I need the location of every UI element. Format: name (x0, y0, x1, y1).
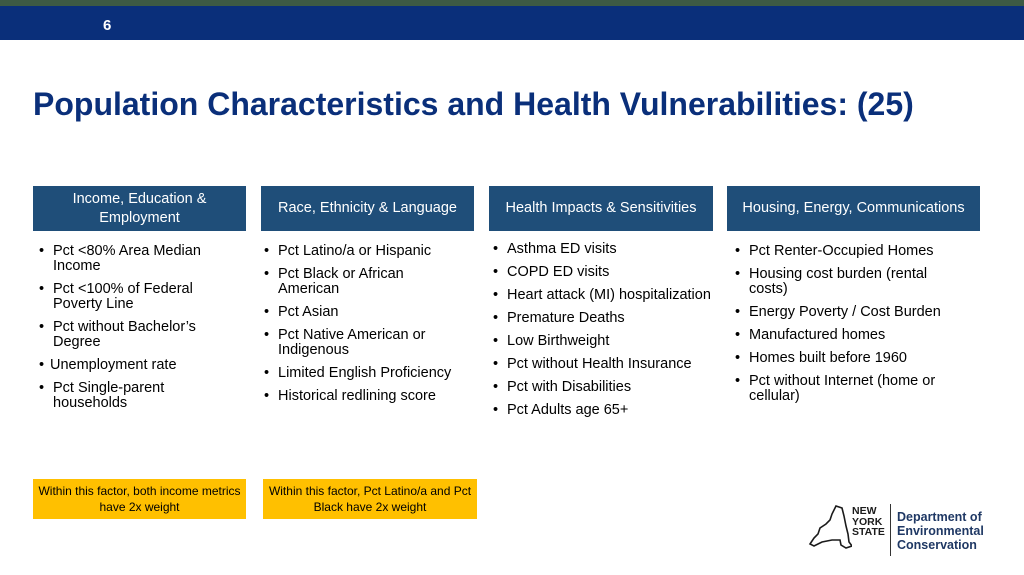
list-item: • Pct Adults age 65+ (487, 403, 712, 418)
list-item: • Low Birthweight (487, 334, 712, 349)
column-header-housing: Housing, Energy, Communications (727, 186, 980, 231)
list-item: • Unemployment rate (39, 358, 233, 373)
new-york-state-map-icon (808, 504, 852, 554)
list-item: • COPD ED visits (487, 265, 712, 280)
list-item: • Pct without Health Insurance (487, 357, 712, 372)
list-item: • Pct <100% of Federal Poverty Line (33, 282, 233, 312)
list-item: • Pct without Bachelor’s Degree (33, 320, 233, 350)
list-item: • Heart attack (MI) hospitalization (487, 288, 712, 303)
list-item: • Pct Single-parent households (33, 381, 233, 411)
list-item: • Pct without Internet (home or cellular) (729, 374, 959, 404)
column-header-race: Race, Ethnicity & Language (261, 186, 474, 231)
list-item: • Pct <80% Area Median Income (33, 244, 233, 274)
list-health (487, 242, 712, 426)
list-item: • Housing cost burden (rental costs) (729, 267, 959, 297)
nys-dec-logo (808, 502, 998, 556)
logo-divider (890, 504, 891, 556)
list-item: • Historical redlining score (258, 389, 468, 404)
column-header-health: Health Impacts & Sensitivities (489, 186, 713, 231)
list-item: • Pct Renter-Occupied Homes (729, 244, 959, 259)
list-item: • Homes built before 1960 (729, 351, 959, 366)
list-income (33, 244, 233, 419)
list-item: • Pct Latino/a or Hispanic (258, 244, 468, 259)
logo-state-name: NEW YORK STATE (852, 505, 885, 538)
header-bar (0, 6, 1024, 40)
list-item: • Energy Poverty / Cost Burden (729, 305, 959, 320)
weight-note-race: Within this factor, Pct Latino/a and Pct Black have 2x weight (263, 479, 477, 519)
weight-note-income: Within this factor, both income metrics have 2x weight (33, 479, 246, 519)
list-race (258, 244, 468, 412)
list-item: • Premature Deaths (487, 311, 712, 326)
logo-department-name: Department of Environmental Conservation (897, 510, 984, 552)
slide-number: 6 (103, 17, 112, 34)
slide-title: Population Characteristics and Health Vulnerabilities: (25) (33, 86, 914, 122)
list-housing (729, 244, 959, 412)
list-item: • Manufactured homes (729, 328, 959, 343)
list-item: • Asthma ED visits (487, 242, 712, 257)
list-item: • Pct Black or African American (258, 267, 468, 297)
list-item: • Pct Native American or Indigenous (258, 328, 468, 358)
list-item: • Pct Asian (258, 305, 468, 320)
list-item: • Limited English Proficiency (258, 366, 468, 381)
column-header-income: Income, Education & Employment (33, 186, 246, 231)
list-item: • Pct with Disabilities (487, 380, 712, 395)
